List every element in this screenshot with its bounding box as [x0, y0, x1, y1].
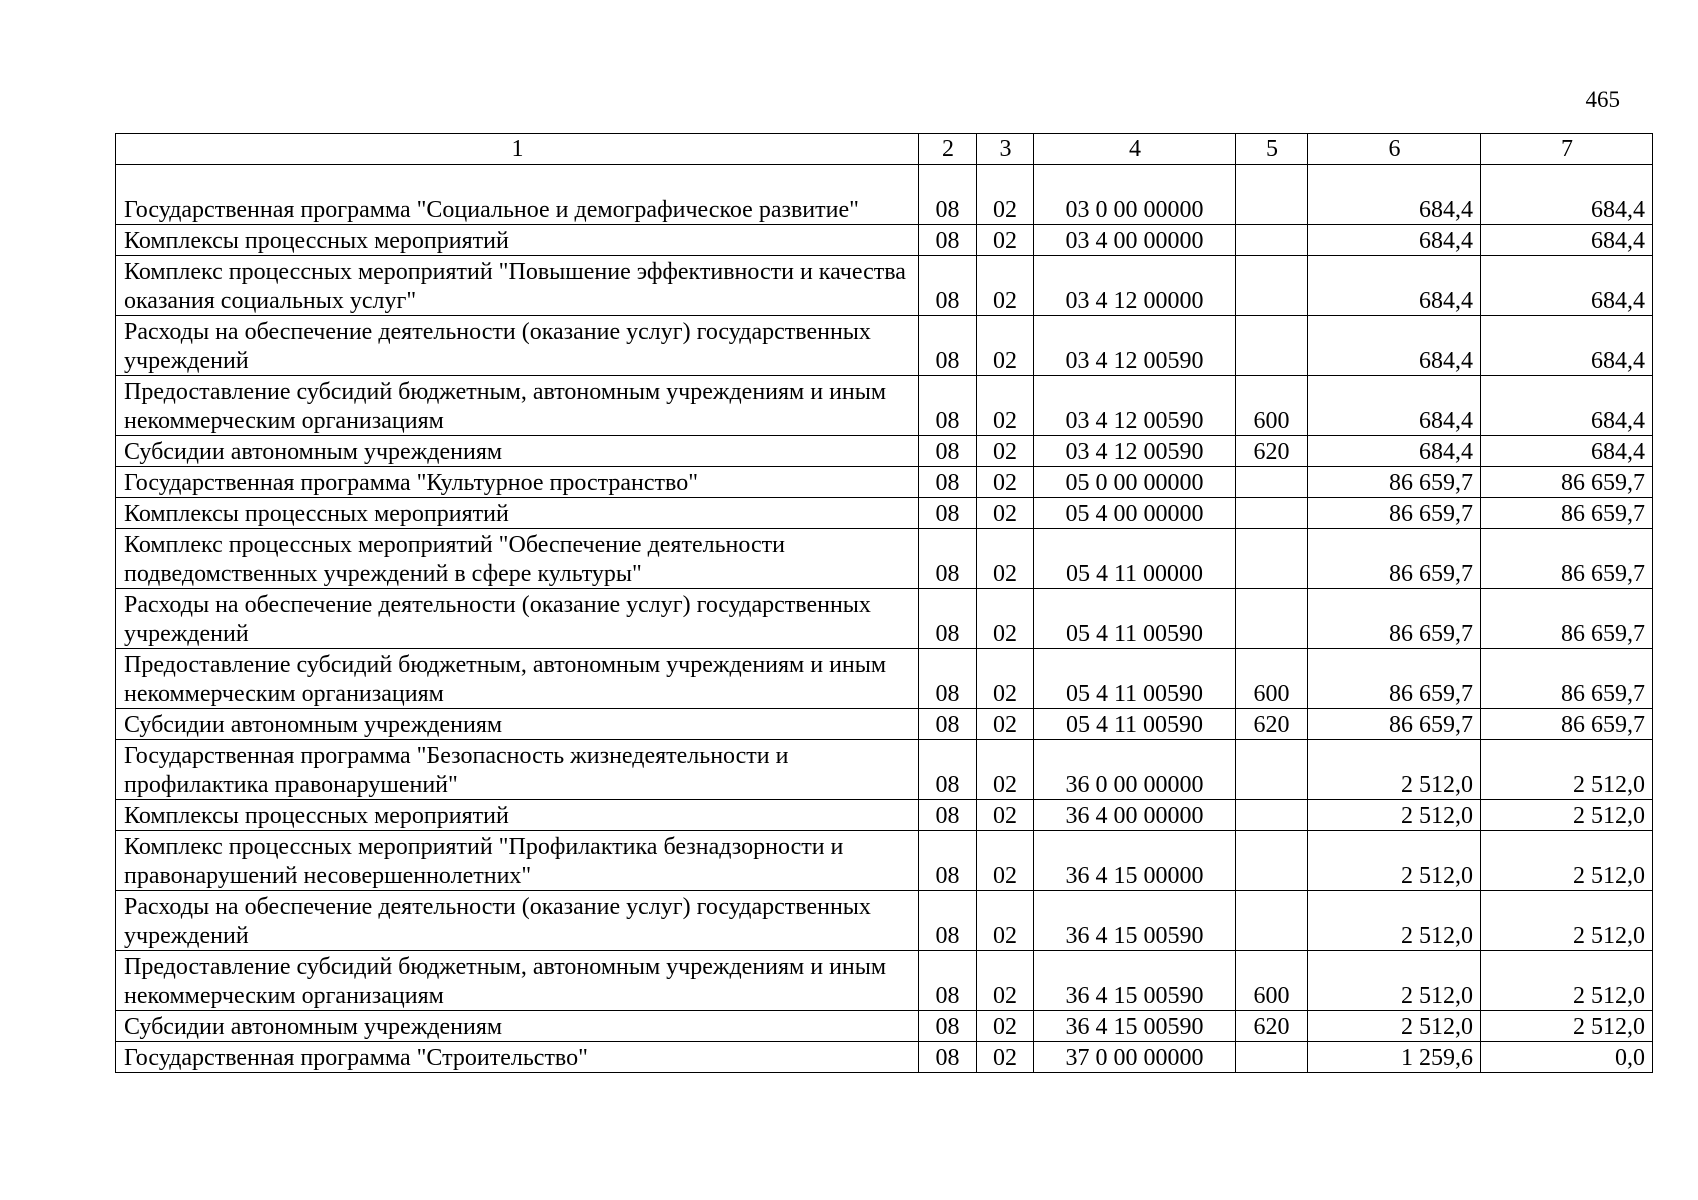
row-code-cell: 620 — [1236, 709, 1308, 740]
row-amount-cell: 684,4 — [1481, 316, 1653, 376]
row-code-cell: 02 — [977, 1042, 1034, 1073]
row-code-cell: 02 — [977, 376, 1034, 436]
table-row — [116, 256, 1653, 316]
row-code-cell: 08 — [919, 467, 977, 498]
table-row — [116, 709, 1653, 740]
row-code-cell — [1236, 740, 1308, 800]
row-amount-cell: 2 512,0 — [1481, 831, 1653, 891]
row-code-cell: 600 — [1236, 376, 1308, 436]
row-amount-cell: 2 512,0 — [1481, 800, 1653, 831]
table-row — [116, 225, 1653, 256]
column-header: 6 — [1308, 134, 1481, 165]
row-amount-cell: 684,4 — [1481, 376, 1653, 436]
row-name-cell: Комплекс процессных мероприятий "Профилактика безнадзорности и правонарушений несовершеннолетних" — [116, 831, 919, 891]
row-code-cell: 36 4 15 00000 — [1034, 831, 1236, 891]
row-name-cell: Государственная программа "Строительство" — [116, 1042, 919, 1073]
row-amount-cell: 2 512,0 — [1481, 891, 1653, 951]
column-header: 1 — [116, 134, 919, 165]
table-row — [116, 800, 1653, 831]
row-name-cell: Субсидии автономным учреждениям — [116, 709, 919, 740]
row-code-cell: 08 — [919, 1011, 977, 1042]
table-row — [116, 498, 1653, 529]
table-row — [116, 1011, 1653, 1042]
column-header: 5 — [1236, 134, 1308, 165]
row-code-cell: 03 4 12 00590 — [1034, 316, 1236, 376]
table-row — [116, 891, 1653, 951]
row-code-cell: 02 — [977, 529, 1034, 589]
row-code-cell — [1236, 891, 1308, 951]
row-amount-cell: 684,4 — [1308, 436, 1481, 467]
row-code-cell: 05 4 11 00000 — [1034, 529, 1236, 589]
row-amount-cell: 2 512,0 — [1308, 800, 1481, 831]
row-code-cell: 620 — [1236, 1011, 1308, 1042]
row-name-cell: Предоставление субсидий бюджетным, автономным учреждениям и иным некоммерческим организациям — [116, 649, 919, 709]
row-code-cell: 05 0 00 00000 — [1034, 467, 1236, 498]
row-code-cell: 08 — [919, 951, 977, 1011]
row-name-cell: Государственная программа "Безопасность жизнедеятельности и профилактика правонарушений" — [116, 740, 919, 800]
table-row — [116, 649, 1653, 709]
row-amount-cell: 2 512,0 — [1481, 740, 1653, 800]
row-amount-cell: 86 659,7 — [1481, 649, 1653, 709]
row-name-cell: Расходы на обеспечение деятельности (оказание услуг) государственных учреждений — [116, 891, 919, 951]
row-amount-cell: 86 659,7 — [1481, 529, 1653, 589]
row-amount-cell: 2 512,0 — [1308, 740, 1481, 800]
row-amount-cell: 684,4 — [1308, 165, 1481, 225]
row-amount-cell: 86 659,7 — [1481, 589, 1653, 649]
row-amount-cell: 86 659,7 — [1481, 467, 1653, 498]
row-code-cell: 600 — [1236, 649, 1308, 709]
row-amount-cell: 86 659,7 — [1308, 529, 1481, 589]
row-code-cell: 02 — [977, 225, 1034, 256]
row-code-cell: 36 4 15 00590 — [1034, 891, 1236, 951]
row-code-cell: 02 — [977, 951, 1034, 1011]
table-row — [116, 436, 1653, 467]
row-name-cell: Расходы на обеспечение деятельности (оказание услуг) государственных учреждений — [116, 589, 919, 649]
row-code-cell — [1236, 831, 1308, 891]
row-name-cell: Комплекс процессных мероприятий "Повышение эффективности и качества оказания социальных услуг" — [116, 256, 919, 316]
row-name-cell: Государственная программа "Социальное и демографическое развитие" — [116, 165, 919, 225]
table-header-row — [116, 134, 1653, 165]
row-code-cell: 08 — [919, 498, 977, 529]
row-amount-cell: 2 512,0 — [1481, 1011, 1653, 1042]
column-header: 7 — [1481, 134, 1653, 165]
row-code-cell — [1236, 589, 1308, 649]
row-code-cell: 05 4 11 00590 — [1034, 709, 1236, 740]
row-amount-cell: 2 512,0 — [1481, 951, 1653, 1011]
row-amount-cell: 684,4 — [1308, 225, 1481, 256]
row-code-cell: 05 4 11 00590 — [1034, 649, 1236, 709]
row-name-cell: Субсидии автономным учреждениям — [116, 1011, 919, 1042]
row-code-cell: 02 — [977, 467, 1034, 498]
row-amount-cell: 86 659,7 — [1308, 498, 1481, 529]
row-code-cell: 08 — [919, 649, 977, 709]
row-amount-cell: 2 512,0 — [1308, 951, 1481, 1011]
row-amount-cell: 86 659,7 — [1308, 649, 1481, 709]
table-row — [116, 589, 1653, 649]
row-code-cell — [1236, 256, 1308, 316]
row-amount-cell: 2 512,0 — [1308, 891, 1481, 951]
column-header: 2 — [919, 134, 977, 165]
row-code-cell — [1236, 1042, 1308, 1073]
row-code-cell: 08 — [919, 376, 977, 436]
row-code-cell — [1236, 316, 1308, 376]
row-code-cell: 08 — [919, 529, 977, 589]
row-code-cell: 02 — [977, 649, 1034, 709]
column-header: 4 — [1034, 134, 1236, 165]
row-amount-cell: 684,4 — [1481, 225, 1653, 256]
row-code-cell: 02 — [977, 589, 1034, 649]
row-code-cell: 36 0 00 00000 — [1034, 740, 1236, 800]
row-amount-cell: 684,4 — [1481, 256, 1653, 316]
row-code-cell: 02 — [977, 891, 1034, 951]
table-row — [116, 529, 1653, 589]
row-code-cell: 08 — [919, 891, 977, 951]
row-code-cell: 02 — [977, 800, 1034, 831]
row-code-cell — [1236, 165, 1308, 225]
row-code-cell — [1236, 498, 1308, 529]
row-code-cell: 02 — [977, 165, 1034, 225]
row-code-cell: 37 0 00 00000 — [1034, 1042, 1236, 1073]
row-code-cell: 36 4 00 00000 — [1034, 800, 1236, 831]
table-row — [116, 1042, 1653, 1073]
row-code-cell: 02 — [977, 740, 1034, 800]
row-amount-cell: 684,4 — [1308, 256, 1481, 316]
row-name-cell: Комплексы процессных мероприятий — [116, 800, 919, 831]
page-number: 465 — [1585, 87, 1620, 112]
table-row — [116, 316, 1653, 376]
row-code-cell: 36 4 15 00590 — [1034, 1011, 1236, 1042]
row-code-cell: 05 4 11 00590 — [1034, 589, 1236, 649]
row-code-cell: 02 — [977, 436, 1034, 467]
row-code-cell: 03 4 12 00590 — [1034, 436, 1236, 467]
row-code-cell: 05 4 00 00000 — [1034, 498, 1236, 529]
table-row — [116, 951, 1653, 1011]
row-name-cell: Предоставление субсидий бюджетным, автономным учреждениям и иным некоммерческим организациям — [116, 376, 919, 436]
row-code-cell: 02 — [977, 256, 1034, 316]
row-code-cell: 08 — [919, 436, 977, 467]
row-amount-cell: 684,4 — [1481, 165, 1653, 225]
column-header: 3 — [977, 134, 1034, 165]
row-amount-cell: 2 512,0 — [1308, 831, 1481, 891]
row-code-cell: 620 — [1236, 436, 1308, 467]
row-code-cell: 02 — [977, 316, 1034, 376]
row-code-cell: 03 4 00 00000 — [1034, 225, 1236, 256]
table-row — [116, 165, 1653, 225]
row-amount-cell: 86 659,7 — [1481, 498, 1653, 529]
row-code-cell: 08 — [919, 225, 977, 256]
row-name-cell: Предоставление субсидий бюджетным, автономным учреждениям и иным некоммерческим организациям — [116, 951, 919, 1011]
row-amount-cell: 86 659,7 — [1308, 467, 1481, 498]
row-code-cell: 600 — [1236, 951, 1308, 1011]
budget-table — [115, 133, 1653, 1073]
row-amount-cell: 684,4 — [1308, 376, 1481, 436]
row-code-cell: 08 — [919, 165, 977, 225]
row-amount-cell: 684,4 — [1481, 436, 1653, 467]
row-code-cell: 08 — [919, 800, 977, 831]
row-amount-cell: 1 259,6 — [1308, 1042, 1481, 1073]
row-amount-cell: 86 659,7 — [1308, 709, 1481, 740]
row-code-cell: 08 — [919, 589, 977, 649]
row-code-cell: 08 — [919, 740, 977, 800]
row-name-cell: Государственная программа "Культурное пространство" — [116, 467, 919, 498]
row-amount-cell: 2 512,0 — [1308, 1011, 1481, 1042]
row-amount-cell: 0,0 — [1481, 1042, 1653, 1073]
row-amount-cell: 684,4 — [1308, 316, 1481, 376]
table-row — [116, 376, 1653, 436]
row-code-cell: 03 4 12 00590 — [1034, 376, 1236, 436]
row-code-cell — [1236, 467, 1308, 498]
table-body — [116, 165, 1653, 1073]
row-code-cell — [1236, 529, 1308, 589]
row-code-cell — [1236, 225, 1308, 256]
row-code-cell: 02 — [977, 498, 1034, 529]
row-name-cell: Комплекс процессных мероприятий "Обеспечение деятельности подведомственных учреждений в сфере культуры" — [116, 529, 919, 589]
row-code-cell: 36 4 15 00590 — [1034, 951, 1236, 1011]
table-row — [116, 467, 1653, 498]
row-name-cell: Комплексы процессных мероприятий — [116, 498, 919, 529]
row-code-cell: 08 — [919, 256, 977, 316]
row-code-cell: 03 4 12 00000 — [1034, 256, 1236, 316]
row-name-cell: Субсидии автономным учреждениям — [116, 436, 919, 467]
row-amount-cell: 86 659,7 — [1481, 709, 1653, 740]
row-code-cell — [1236, 800, 1308, 831]
row-code-cell: 08 — [919, 316, 977, 376]
row-code-cell: 08 — [919, 1042, 977, 1073]
row-code-cell: 02 — [977, 831, 1034, 891]
row-code-cell: 03 0 00 00000 — [1034, 165, 1236, 225]
row-amount-cell: 86 659,7 — [1308, 589, 1481, 649]
row-code-cell: 08 — [919, 709, 977, 740]
row-code-cell: 02 — [977, 709, 1034, 740]
table-row — [116, 740, 1653, 800]
row-code-cell: 08 — [919, 831, 977, 891]
row-name-cell: Расходы на обеспечение деятельности (оказание услуг) государственных учреждений — [116, 316, 919, 376]
row-code-cell: 02 — [977, 1011, 1034, 1042]
table-row — [116, 831, 1653, 891]
row-name-cell: Комплексы процессных мероприятий — [116, 225, 919, 256]
